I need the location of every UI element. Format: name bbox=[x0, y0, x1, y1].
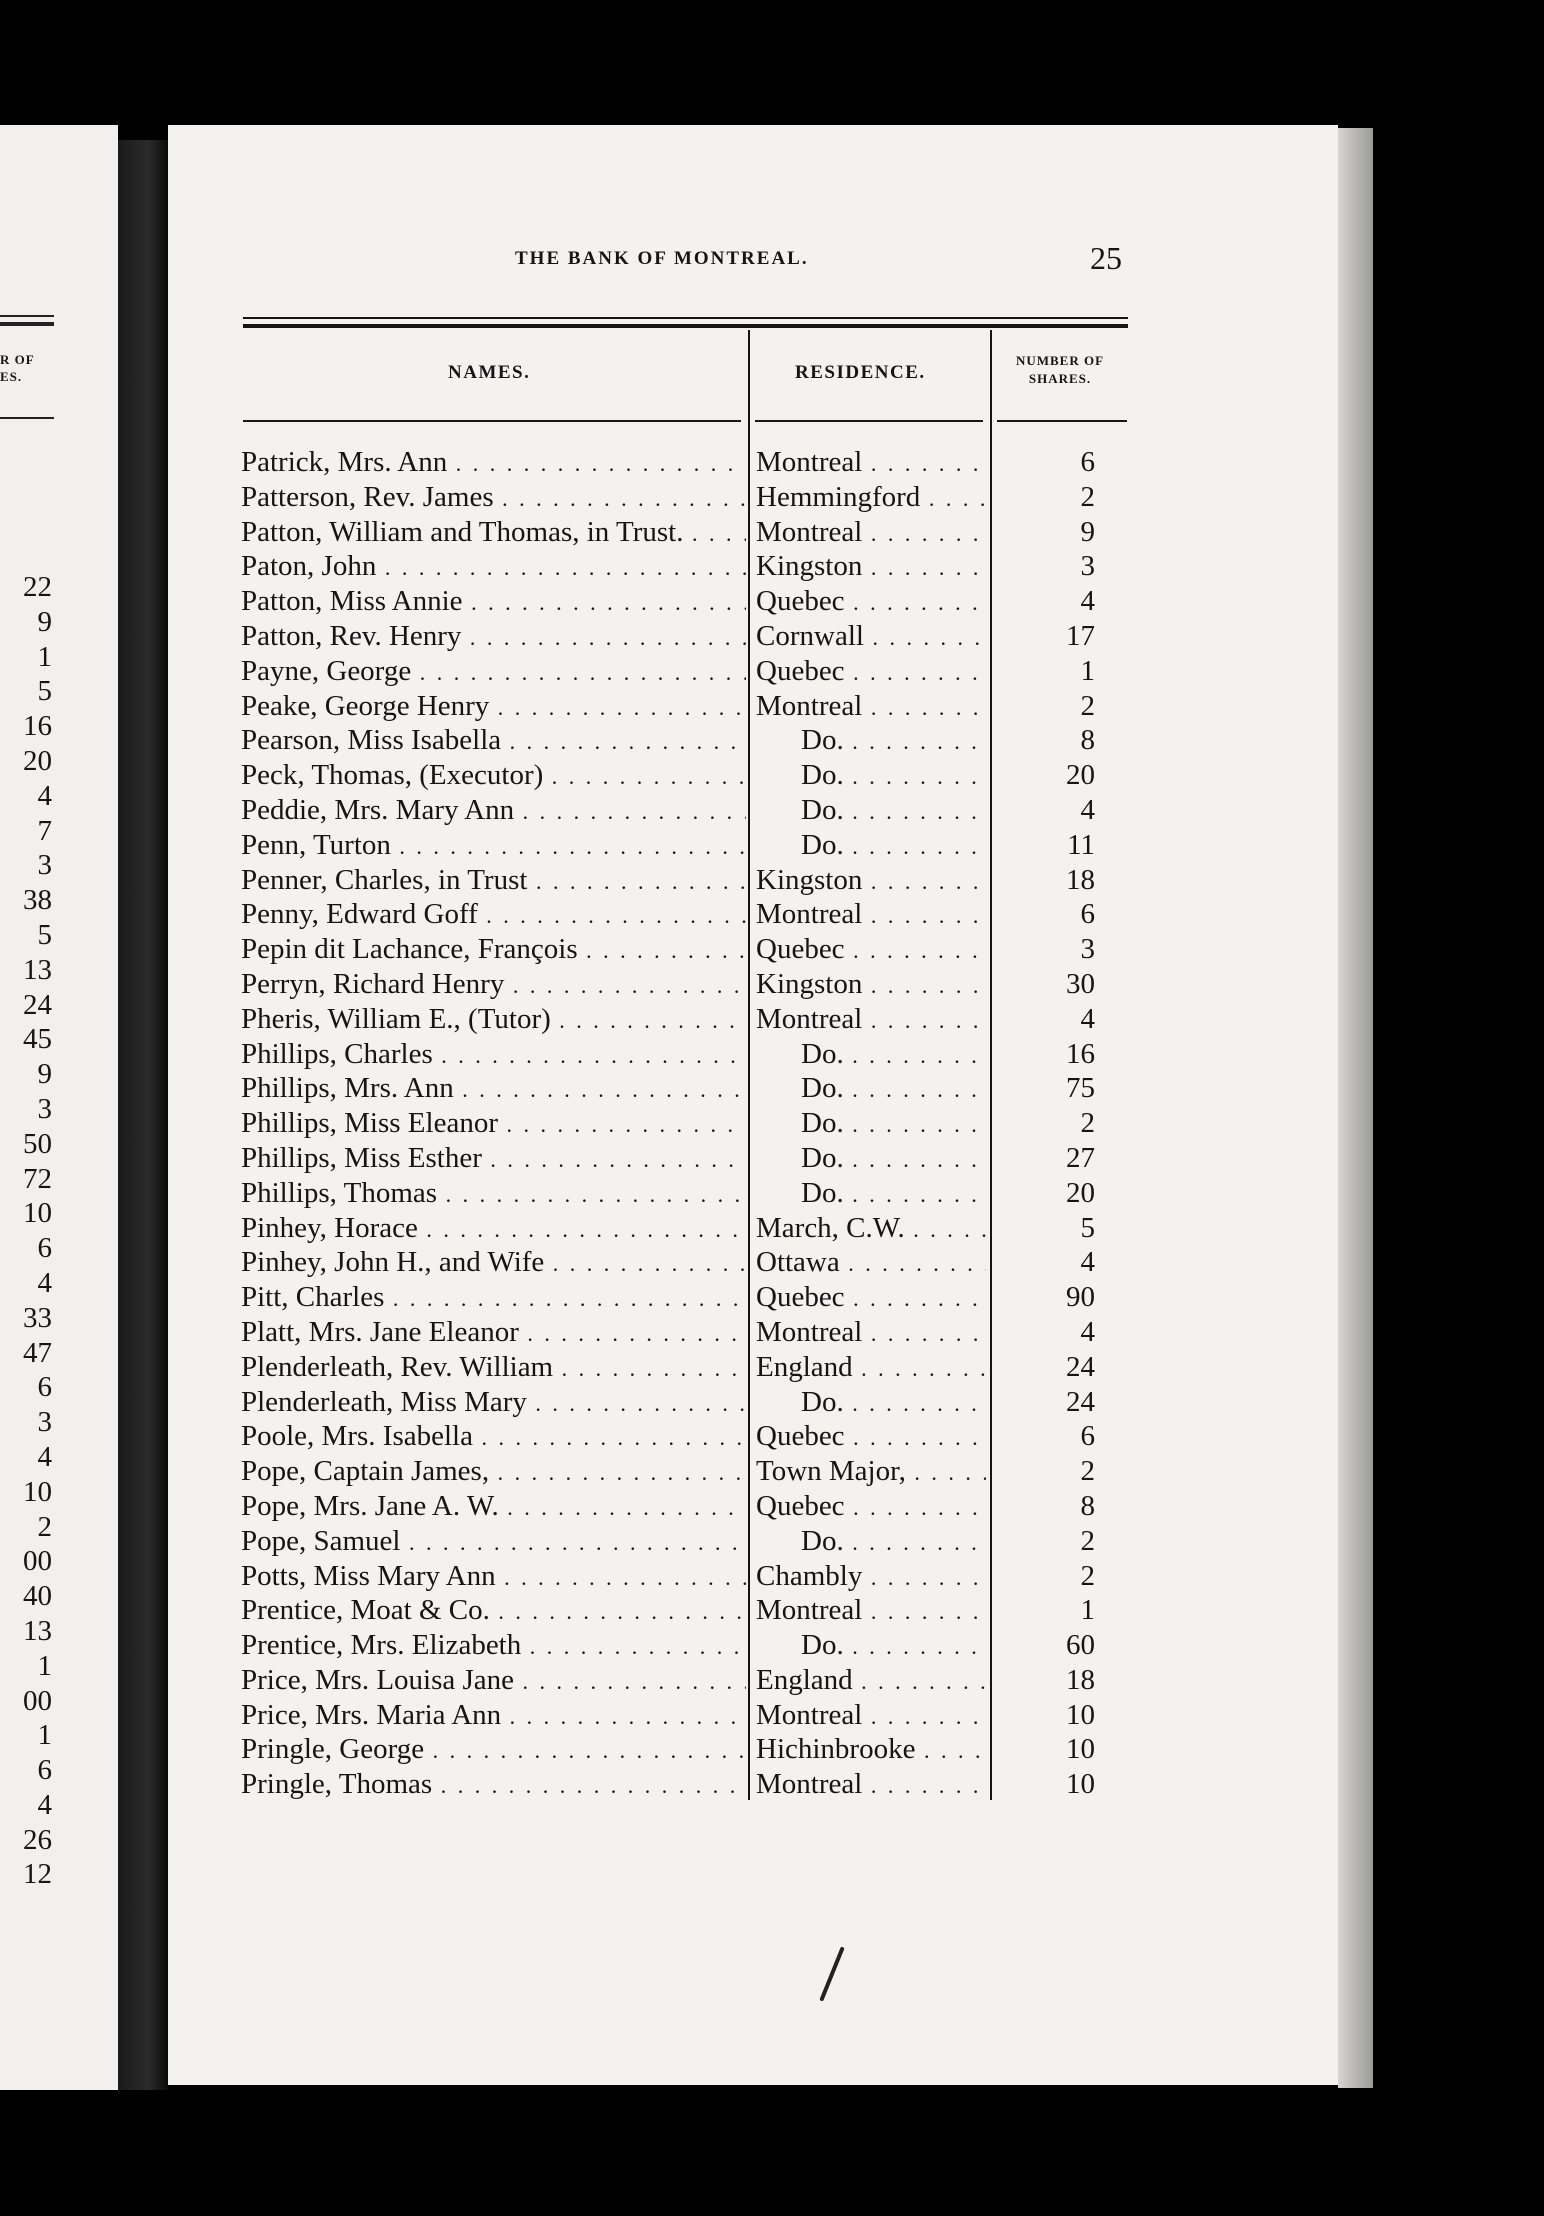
shareholder-name-text: Pope, Captain James, bbox=[241, 1455, 490, 1488]
share-count: 24 bbox=[1066, 1385, 1095, 1418]
share-count: 9 bbox=[1080, 515, 1095, 548]
shareholder-name-text: Peake, George Henry bbox=[241, 689, 490, 722]
residence-text: Do. bbox=[801, 759, 844, 792]
table-row bbox=[241, 1524, 1101, 1559]
table-row bbox=[241, 793, 1101, 828]
residence-column-header: RESIDENCE. bbox=[795, 362, 926, 383]
shareholder-name-text: Price, Mrs. Louisa Jane bbox=[241, 1663, 515, 1696]
left-top-rule bbox=[0, 315, 54, 317]
table-row bbox=[241, 654, 1101, 689]
residence bbox=[756, 445, 986, 482]
residence-text: Do. bbox=[801, 828, 844, 861]
table-row bbox=[241, 1245, 1101, 1280]
page-edge-shadow bbox=[1338, 128, 1373, 2088]
shareholder-name-text: Pheris, William E., (Tutor) bbox=[241, 1002, 551, 1035]
left-share-count: 7 bbox=[37, 814, 52, 847]
shareholder-name bbox=[241, 1698, 746, 1735]
left-share-count: 50 bbox=[23, 1127, 52, 1160]
left-share-count: 10 bbox=[23, 1197, 52, 1230]
shareholder-name bbox=[241, 793, 746, 830]
shareholder-name bbox=[241, 1176, 746, 1213]
left-share-count: 22 bbox=[23, 571, 52, 603]
shareholder-name bbox=[241, 1315, 746, 1352]
shareholder-name bbox=[241, 1071, 746, 1108]
top-rule-thick bbox=[243, 324, 1128, 328]
share-count: 2 bbox=[1080, 1455, 1095, 1488]
residence bbox=[756, 1698, 986, 1735]
residence-text: Cornwall bbox=[756, 619, 864, 652]
shareholder-name-text: Phillips, Mrs. Ann bbox=[241, 1072, 454, 1105]
left-share-count: 6 bbox=[37, 1754, 52, 1787]
share-count: 20 bbox=[1066, 1176, 1095, 1209]
table-row bbox=[241, 689, 1101, 724]
residence-text: Do. bbox=[801, 724, 844, 757]
share-count: 18 bbox=[1066, 1663, 1095, 1696]
share-count: 16 bbox=[1066, 1037, 1095, 1070]
shareholder-name-text: Prentice, Moat & Co. bbox=[241, 1594, 490, 1627]
left-share-count: 3 bbox=[37, 1092, 52, 1125]
share-count: 8 bbox=[1080, 724, 1095, 757]
left-share-count: 13 bbox=[23, 1614, 52, 1647]
shareholder-name-text: Potts, Miss Mary Ann bbox=[241, 1559, 496, 1592]
table-row bbox=[241, 1176, 1101, 1211]
residence-text: Do. bbox=[801, 1072, 844, 1105]
residence-text: Montreal bbox=[756, 1768, 863, 1801]
share-count: 3 bbox=[1080, 933, 1095, 966]
share-count: 2 bbox=[1080, 1107, 1095, 1140]
residence-text: Kingston bbox=[756, 863, 863, 896]
shareholder-name-text: Pinhey, John H., and Wife bbox=[241, 1246, 545, 1279]
table-row bbox=[241, 967, 1101, 1002]
left-share-count: 10 bbox=[23, 1475, 52, 1508]
left-share-count: 4 bbox=[37, 1266, 52, 1299]
residence bbox=[756, 1350, 986, 1387]
shareholder-name bbox=[241, 689, 746, 726]
residence bbox=[756, 1245, 986, 1282]
residence bbox=[756, 897, 986, 934]
residence bbox=[756, 863, 986, 900]
share-count: 18 bbox=[1066, 863, 1095, 896]
residence bbox=[756, 1071, 986, 1108]
table-row bbox=[241, 1767, 1101, 1802]
residence-text: Quebec bbox=[756, 1420, 845, 1453]
residence bbox=[756, 480, 986, 517]
left-header-rule bbox=[0, 417, 54, 419]
residence bbox=[756, 1211, 986, 1248]
table-row bbox=[241, 1419, 1101, 1454]
left-share-count: 4 bbox=[37, 779, 52, 812]
table-row bbox=[241, 897, 1101, 932]
residence bbox=[756, 515, 986, 552]
residence-text: Do. bbox=[801, 1141, 844, 1174]
left-share-count: 13 bbox=[23, 953, 52, 986]
shareholder-name bbox=[241, 619, 746, 656]
residence bbox=[756, 1385, 986, 1422]
shareholder-name bbox=[241, 967, 746, 1004]
share-count: 1 bbox=[1080, 654, 1095, 687]
share-count: 30 bbox=[1066, 967, 1095, 1000]
table-row bbox=[241, 515, 1101, 550]
residence-text: Hemmingford bbox=[756, 480, 921, 513]
residence-text: Montreal bbox=[756, 689, 863, 722]
table-row bbox=[241, 1315, 1101, 1350]
shareholder-name-text: Pringle, Thomas bbox=[241, 1768, 433, 1801]
share-count: 1 bbox=[1080, 1594, 1095, 1627]
residence bbox=[756, 654, 986, 691]
table-row bbox=[241, 1628, 1101, 1663]
names-column-header: NAMES. bbox=[448, 362, 531, 383]
residence-text: Do. bbox=[801, 1037, 844, 1070]
left-share-count: 47 bbox=[23, 1336, 52, 1369]
left-shares-column bbox=[0, 570, 60, 1892]
shareholder-name-text: Plenderleath, Rev. William bbox=[241, 1350, 554, 1383]
shareholder-name bbox=[241, 654, 746, 691]
share-count: 10 bbox=[1066, 1768, 1095, 1801]
table-row bbox=[241, 1559, 1101, 1594]
table-row bbox=[241, 1593, 1101, 1628]
residence-text: Do. bbox=[801, 1524, 844, 1557]
table-row bbox=[241, 828, 1101, 863]
share-count: 17 bbox=[1066, 619, 1095, 652]
shareholder-name bbox=[241, 1245, 746, 1282]
table-row bbox=[241, 1454, 1101, 1489]
residence-text: England bbox=[756, 1350, 853, 1383]
shareholder-name bbox=[241, 1663, 746, 1700]
left-share-count: 1 bbox=[37, 640, 52, 673]
share-count: 10 bbox=[1066, 1698, 1095, 1731]
running-head: THE BANK OF MONTREAL. bbox=[515, 248, 809, 269]
residence-text: Montreal bbox=[756, 1002, 863, 1035]
left-share-count: 5 bbox=[37, 675, 52, 708]
table-row bbox=[241, 1071, 1101, 1106]
left-share-count: 5 bbox=[37, 918, 52, 951]
shareholder-name-text: Perryn, Richard Henry bbox=[241, 967, 505, 1000]
residence-text: March, C.W. bbox=[756, 1211, 905, 1244]
left-share-count: 2 bbox=[37, 1510, 52, 1543]
shareholder-name-text: Paton, John bbox=[241, 550, 377, 583]
shares-header-line1: NUMBER OF bbox=[1015, 353, 1105, 368]
top-rule-thin bbox=[243, 317, 1128, 319]
table-row bbox=[241, 1037, 1101, 1072]
left-share-count: 12 bbox=[23, 1858, 52, 1891]
left-header-line1: R OF bbox=[0, 352, 35, 367]
shareholder-name-text: Patton, William and Thomas, in Trust. bbox=[241, 515, 684, 548]
shareholder-name-text: Poole, Mrs. Isabella bbox=[241, 1420, 473, 1453]
shareholder-name-text: Patton, Miss Annie bbox=[241, 585, 463, 618]
left-share-count: 3 bbox=[37, 849, 52, 882]
shareholder-name bbox=[241, 863, 746, 900]
shareholder-name bbox=[241, 549, 746, 586]
residence-text: England bbox=[756, 1663, 853, 1696]
residence-text: Quebec bbox=[756, 654, 845, 687]
left-column-header bbox=[0, 351, 54, 385]
residence-text: Do. bbox=[801, 1629, 844, 1662]
share-count: 2 bbox=[1080, 1524, 1095, 1557]
shareholder-name bbox=[241, 1211, 746, 1248]
table-row bbox=[241, 1663, 1101, 1698]
shareholder-name-text: Phillips, Miss Eleanor bbox=[241, 1107, 498, 1140]
shareholder-name-text: Plenderleath, Miss Mary bbox=[241, 1385, 527, 1418]
shareholder-name bbox=[241, 584, 746, 621]
shareholder-name-text: Pope, Samuel bbox=[241, 1524, 401, 1557]
share-count: 27 bbox=[1066, 1141, 1095, 1174]
shareholder-name bbox=[241, 1106, 746, 1143]
residence bbox=[756, 1106, 986, 1143]
shareholder-name-text: Pitt, Charles bbox=[241, 1281, 385, 1314]
left-share-count: 4 bbox=[37, 1788, 52, 1821]
share-count: 4 bbox=[1080, 1002, 1095, 1035]
residence bbox=[756, 1280, 986, 1317]
shareholder-name-text: Phillips, Charles bbox=[241, 1037, 433, 1070]
table-row bbox=[241, 932, 1101, 967]
residence bbox=[756, 1419, 986, 1456]
left-share-count: 26 bbox=[23, 1823, 52, 1856]
shareholder-name bbox=[241, 1454, 746, 1491]
residence bbox=[756, 1002, 986, 1039]
table-row bbox=[241, 863, 1101, 898]
residence bbox=[756, 1559, 986, 1596]
residence bbox=[756, 1141, 986, 1178]
residence bbox=[756, 758, 986, 795]
page-number: 25 bbox=[1090, 240, 1122, 276]
residence-text: Quebec bbox=[756, 585, 845, 618]
shareholder-name-text: Patrick, Mrs. Ann bbox=[241, 446, 448, 478]
residence bbox=[756, 1524, 986, 1561]
residence bbox=[756, 1593, 986, 1630]
shareholder-table bbox=[241, 445, 1101, 1802]
left-share-count: 72 bbox=[23, 1162, 52, 1195]
residence-text: Hichinbrooke bbox=[756, 1733, 916, 1766]
shareholder-name bbox=[241, 932, 746, 969]
shareholder-name-text: Phillips, Thomas bbox=[241, 1176, 438, 1209]
table-row bbox=[241, 758, 1101, 793]
residence bbox=[756, 584, 986, 621]
left-share-count: 20 bbox=[23, 744, 52, 777]
shareholder-name-text: Patterson, Rev. James bbox=[241, 480, 494, 513]
residence bbox=[756, 1489, 986, 1526]
left-share-count: 00 bbox=[23, 1545, 52, 1578]
table-row bbox=[241, 1350, 1101, 1385]
share-count: 6 bbox=[1080, 898, 1095, 931]
residence-text: Kingston bbox=[756, 967, 863, 1000]
share-count: 11 bbox=[1067, 828, 1095, 861]
residence bbox=[756, 1176, 986, 1213]
shareholder-name bbox=[241, 1559, 746, 1596]
share-count: 2 bbox=[1080, 1559, 1095, 1592]
residence-text: Do. bbox=[801, 793, 844, 826]
table-row bbox=[241, 584, 1101, 619]
shareholder-name-text: Peddie, Mrs. Mary Ann bbox=[241, 793, 515, 826]
shareholder-name-text: Price, Mrs. Maria Ann bbox=[241, 1698, 502, 1731]
shareholder-name bbox=[241, 1141, 746, 1178]
residence bbox=[756, 1663, 986, 1700]
shareholder-name-text: Pringle, George bbox=[241, 1733, 425, 1766]
left-share-count: 6 bbox=[37, 1371, 52, 1404]
shareholder-name bbox=[241, 828, 746, 865]
residence-text: Do. bbox=[801, 1176, 844, 1209]
residence-text: Montreal bbox=[756, 1594, 863, 1627]
left-share-count: 16 bbox=[23, 710, 52, 743]
left-header-line2: ES. bbox=[0, 369, 23, 384]
residence-text: Montreal bbox=[756, 1698, 863, 1731]
share-count: 75 bbox=[1066, 1072, 1095, 1105]
shareholder-name bbox=[241, 1732, 746, 1769]
share-count: 2 bbox=[1080, 480, 1095, 513]
residence-text: Do. bbox=[801, 1107, 844, 1140]
share-count: 4 bbox=[1080, 1315, 1095, 1348]
residence-text: Do. bbox=[801, 1385, 844, 1418]
left-share-count: 40 bbox=[23, 1580, 52, 1613]
shareholder-name bbox=[241, 1002, 746, 1039]
share-count: 4 bbox=[1080, 585, 1095, 618]
shareholder-name bbox=[241, 1489, 746, 1526]
table-row bbox=[241, 1141, 1101, 1176]
table-row bbox=[241, 1732, 1101, 1767]
residence-text: Montreal bbox=[756, 515, 863, 548]
left-page-fragment bbox=[0, 125, 118, 2090]
residence bbox=[756, 1732, 986, 1769]
left-top-rule-thick bbox=[0, 322, 54, 326]
table-row bbox=[241, 549, 1101, 584]
shareholder-name-text: Pearson, Miss Isabella bbox=[241, 724, 502, 757]
share-count: 60 bbox=[1066, 1629, 1095, 1662]
residence bbox=[756, 1767, 986, 1804]
table-row bbox=[241, 1385, 1101, 1420]
share-count: 10 bbox=[1066, 1733, 1095, 1766]
left-share-count: 6 bbox=[37, 1232, 52, 1265]
left-share-count: 1 bbox=[37, 1719, 52, 1752]
shareholder-name bbox=[241, 480, 746, 517]
residence bbox=[756, 723, 986, 760]
residence-text: Quebec bbox=[756, 1489, 845, 1522]
table-row bbox=[241, 1211, 1101, 1246]
shareholder-name bbox=[241, 1350, 746, 1387]
residence bbox=[756, 967, 986, 1004]
shareholder-name bbox=[241, 1628, 746, 1665]
residence bbox=[756, 1454, 986, 1491]
share-count: 4 bbox=[1080, 1246, 1095, 1279]
table-row bbox=[241, 445, 1101, 480]
shareholder-name-text: Pope, Mrs. Jane A. W. bbox=[241, 1489, 499, 1522]
share-count: 5 bbox=[1080, 1211, 1095, 1244]
residence bbox=[756, 932, 986, 969]
residence-text: Montreal bbox=[756, 1315, 863, 1348]
table-row bbox=[241, 1698, 1101, 1733]
left-share-count: 4 bbox=[37, 1440, 52, 1473]
shares-header-line2: SHARES. bbox=[1028, 371, 1092, 386]
share-count: 4 bbox=[1080, 793, 1095, 826]
shareholder-name bbox=[241, 1524, 746, 1561]
residence bbox=[756, 1315, 986, 1352]
residence-text: Quebec bbox=[756, 933, 845, 966]
residence bbox=[756, 619, 986, 656]
names-header-rule bbox=[243, 420, 741, 422]
left-share-count: 3 bbox=[37, 1406, 52, 1439]
residence bbox=[756, 828, 986, 865]
shareholder-name bbox=[241, 1767, 746, 1804]
residence-text: Quebec bbox=[756, 1281, 845, 1314]
shareholder-name-text: Payne, George bbox=[241, 654, 412, 687]
share-count: 24 bbox=[1066, 1350, 1095, 1383]
residence-text: Ottawa bbox=[756, 1246, 840, 1279]
share-count: 90 bbox=[1066, 1281, 1095, 1314]
shareholder-name-text: Patton, Rev. Henry bbox=[241, 619, 462, 652]
residence bbox=[756, 549, 986, 586]
residence-text: Chambly bbox=[756, 1559, 863, 1592]
left-share-count: 38 bbox=[23, 884, 52, 917]
shareholder-name bbox=[241, 1419, 746, 1456]
residence bbox=[756, 1037, 986, 1074]
shareholder-name-text: Phillips, Miss Esther bbox=[241, 1141, 482, 1174]
table-row bbox=[241, 480, 1101, 515]
share-count: 8 bbox=[1080, 1489, 1095, 1522]
table-row bbox=[241, 1280, 1101, 1315]
shareholder-name bbox=[241, 1037, 746, 1074]
table-row bbox=[241, 619, 1101, 654]
shareholder-name-text: Penner, Charles, in Trust bbox=[241, 863, 528, 896]
shareholder-name-text: Penny, Edward Goff bbox=[241, 898, 478, 931]
residence-text: Montreal bbox=[756, 446, 863, 478]
left-share-count: 45 bbox=[23, 1023, 52, 1056]
shareholder-name bbox=[241, 758, 746, 795]
shareholder-name-text: Prentice, Mrs. Elizabeth bbox=[241, 1629, 522, 1662]
share-count: 3 bbox=[1080, 550, 1095, 583]
table-row bbox=[241, 1489, 1101, 1524]
shareholder-name bbox=[241, 723, 746, 760]
shareholder-name bbox=[241, 445, 746, 482]
residence-text: Kingston bbox=[756, 550, 863, 583]
shareholder-name bbox=[241, 1385, 746, 1422]
shareholder-name-text: Pepin dit Lachance, François bbox=[241, 933, 578, 966]
residence bbox=[756, 793, 986, 830]
left-share-count: 1 bbox=[37, 1649, 52, 1682]
table-row bbox=[241, 1106, 1101, 1141]
left-share-count: 00 bbox=[23, 1684, 52, 1717]
shareholder-name bbox=[241, 515, 746, 552]
residence-text: Montreal bbox=[756, 898, 863, 931]
shareholder-name bbox=[241, 897, 746, 934]
shareholder-name bbox=[241, 1593, 746, 1630]
residence-text: Town Major, bbox=[756, 1455, 906, 1488]
residence bbox=[756, 689, 986, 726]
shareholder-name-text: Pinhey, Horace bbox=[241, 1211, 418, 1244]
share-count: 6 bbox=[1080, 446, 1095, 478]
residence bbox=[756, 1628, 986, 1665]
share-count: 20 bbox=[1066, 759, 1095, 792]
table-row bbox=[241, 723, 1101, 758]
shareholder-name-text: Penn, Turton bbox=[241, 828, 391, 861]
shareholder-name bbox=[241, 1280, 746, 1317]
shares-header-rule bbox=[997, 420, 1127, 422]
residence-header-rule bbox=[755, 420, 983, 422]
book-gutter bbox=[118, 140, 168, 2090]
left-share-count: 9 bbox=[37, 605, 52, 638]
left-share-count: 9 bbox=[37, 1058, 52, 1091]
shareholder-name-text: Platt, Mrs. Jane Eleanor bbox=[241, 1315, 519, 1348]
table-row bbox=[241, 1002, 1101, 1037]
left-share-count: 24 bbox=[23, 988, 52, 1021]
shareholder-name-text: Peck, Thomas, (Executor) bbox=[241, 759, 544, 792]
shares-column-header bbox=[995, 352, 1125, 388]
left-share-count: 33 bbox=[23, 1301, 52, 1334]
share-count: 6 bbox=[1080, 1420, 1095, 1453]
share-count: 2 bbox=[1080, 689, 1095, 722]
